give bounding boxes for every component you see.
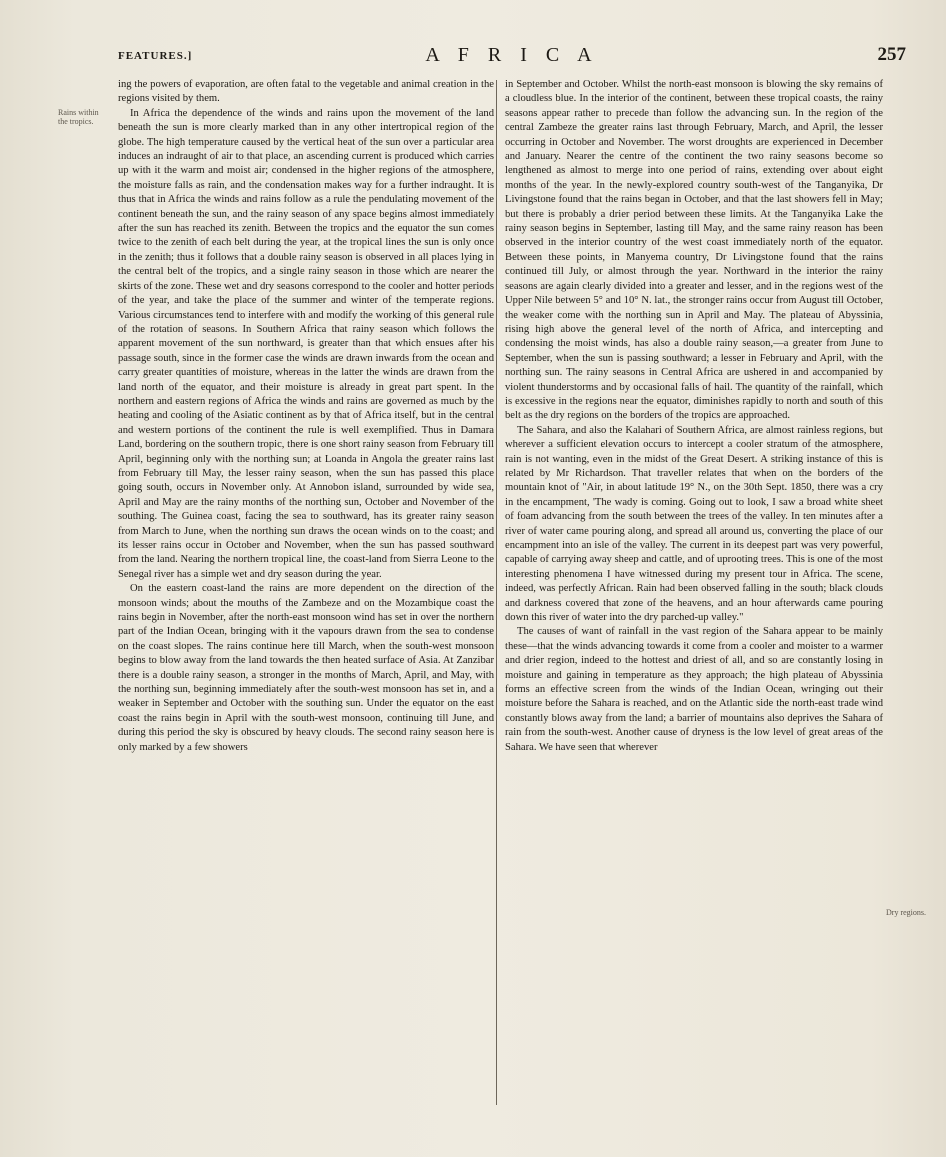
column-divider <box>496 80 497 1105</box>
page-number: 257 <box>877 44 906 65</box>
paragraph: in September and October. Whilst the north-east monsoon is blowing the sky remains of a cloudless blue. In the interior of the continent, between these tropical coasts, the rainy seasons appear rather to precede than follow the advancing sun. In the region of the central Zambeze the greater rains last through February, March, and April, the lesser occurring in October and November. The worst droughts are experienced in December and January. Nearer the centre of the continent the two rainy seasons become so lengthened as almost to merge into one period of rains, extending over about eight months of the year. In the newly-explored country south-west of the Tanganyika, Dr Livingstone found that the rains began in October, and that the last showers fell in May; but there is probably a drier period between these limits. At the Tanganyika Lake the rainy season begins in September, lasting till May, and the same rainy reason has been observed in the interior country of the west coast immediately north of the equator. Between these points, in Manyema country, Dr Livingstone found that the rains continued till July, or almost through the year. Northward in the interior the rainy seasons are again clearly divided into a greater and lesser, and in the regions west of the Upper Nile between 5° and 10° N. lat., the stronger rains occur from August till October, the weaker come with the northing sun in April and May. The plateau of Abyssinia, rising high above the general level of the north of Africa, and intercepting and condensing the moist winds, has also a double rainy season,—a greater from June to September, when the sun is passing southward; a lesser in February and April, with the northing sun. The rainy seasons in Central Africa are ushered in and accompanied by violent thunderstorms and by occasional falls of hail. The quantity of the rainfall, which is excessive in the regions near the equator, diminishes rapidly to north and south of this belt as the dry regions on the borders of the tropics are approached. <box>505 79 883 422</box>
right-column <box>505 78 883 755</box>
margin-note-rains: Rains within the tropics. <box>58 108 99 126</box>
running-head <box>118 44 906 70</box>
paragraph: The Sahara, and also the Kalahari of Southern Africa, are almost rainless regions, but wherever a sufficient elevation occurs to intercept a cooler stratum of the atmosphere, rain is not wanting, even in the midst of the Great Desert. A striking instance of this is related by Mr Richardson. That traveller relates that when on the borders of the mountain knot of "Air, in about latitude 19° N., on the 30th Sept. 1850, there was a cry in the encampment, 'The wady is coming. Going out to look, I saw a broad white sheet of foam advancing from the south between the trees of the valley. In ten minutes after a river of water came pouring along, and spread all around us, converting the place of our encampment into an isle of the valley. The current in its deepest part was very powerful, capable of carrying away sheep and cattle, and of uprooting trees. This is one of the most interesting phenomena I have witnessed during my present tour in Africa. The scene, indeed, was perfectly African. Rain had been observed falling in the south; black clouds and darkness covered that zone of the heavens, and an hour afterwards came pouring down this river of water into the dry parched-up valley." <box>505 424 883 624</box>
paragraph: In Africa the dependence of the winds and rains upon the movement of the land beneath the sun is more clearly marked than in any other intertropical region of the globe. The high temperature caused by the vertical heat of the sun over a particular area induces an indraught of air to that place, an ascending current is produced which carries up with it the warm and moist air; condensed in the higher regions of the atmosphere, the moisture falls as rain, and the condensation makes way for a further indraught. It is thus that in Africa the winds and rains follow as a rule the pendulating movement of the continent beneath the sun, and the rainy season of any space begins almost immediately after the sun has reached its zenith. Between the tropics and the equator the sun comes twice to the zenith of each belt during the year, at the tropical lines the sun is only once in the zenith; thus it follows that a double rainy season is observed in all places lying in the central belt of the tropics, and a single rainy season in those which are nearer the skirts of the zone. These wet and dry seasons correspond to the cooler and hotter periods of the year, and take the place of the summer and winter of the temperate regions. Various circumstances tend to interfere with and modify the working of this general rule of the rotation of seasons. In Southern Africa that rainy season which follows the apparent movement of the sun northward, is greater than that which ensues after his passage south, since in the former case the winds are drawn inwards from the ocean and carry greater quantities of moisture, whereas in the latter the winds are drawn from the land north of the equator, and their moisture is already in great part spent. In the northern and eastern regions of Africa the winds and rains are governed as much by the heating and cooling of the Asiatic continent as by that of Africa itself, but in the central and western portions of the continent the rule is well exemplified. Thus in Damara Land, bordering on the southern tropic, there is one short rainy season from February till April, beginning only with the northing sun; at Loanda in Angola the greater rains last from February till May, the lesser rainy season, when the sun has passed this place going south, occurs in November only. At Annobon island, surrounded by wide sea, April and May are the rainy months of the northing sun, October and November of the southing. The Guinea coast, facing the sea to southward, has its greater rainy season from March to June, when the northing sun draws the ocean winds on to the coast; and its lesser rains occur in October and November, when the sun has passed southward from the land. Nearing the northern tropical line, the coast-land from Sierra Leone to the Senegal river has a simple wet and dry season during the year. <box>118 107 494 580</box>
paragraph: ing the powers of evaporation, are often fatal to the vegetable and animal creation in the regions visited by them. <box>118 79 494 105</box>
left-column <box>118 78 494 755</box>
margin-note-dry-regions: Dry regions. <box>886 908 926 917</box>
page-title: A F R I C A <box>425 44 599 66</box>
section-label: FEATURES.] <box>118 50 193 62</box>
paragraph: The causes of want of rainfall in the vast region of the Sahara appear to be mainly these—that the winds advancing towards it come from a cooler and moister to a warmer and drier region, indeed to the hottest and driest of all, and so are constantly losing in moisture and gaining in temperature as they approach; the high plateau of Abyssinia forms an effective screen from the winds of the Indian Ocean, wringing out their moisture before the Sahara is reached, and on the Atlantic side the north-east trade wind constantly blows away from the land; a barrier of mountains also deprives the Sahara of rain from the south-west. Another cause of dryness is the low level of great areas of the Sahara. We have seen that wherever <box>505 626 883 753</box>
paragraph: On the eastern coast-land the rains are more dependent on the direction of the monsoon winds; about the mouths of the Zambeze and on the Mozambique coast the rains begin in November, after the north-east monsoon wind has set in over the northern part of the Indian Ocean, bringing with it the vapours drawn from the sea to condense on the coast slopes. The rains continue here till March, when the south-west monsoon begins to blow away from the land towards the then heated surface of Asia. At Zanzibar there is a double rainy season, a stronger in the months of March, April, and May, with the northing sun, beginning immediately after the south-west monsoon has set in, and a weaker in September and October with the southing sun. Under the equator on the east coast the rains begin in April with the south-west monsoon, continuing till June, and during this period the sky is obscured by heavy clouds. The second rainy season here is only marked by a few showers <box>118 583 494 753</box>
